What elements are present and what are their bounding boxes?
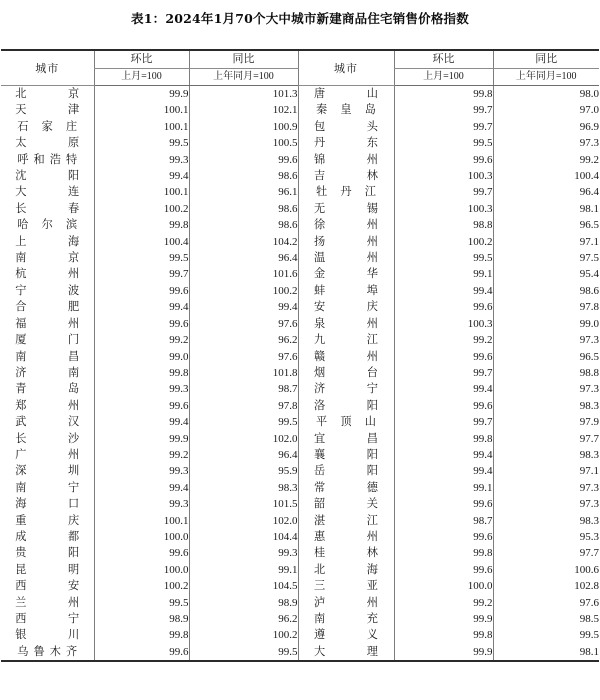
city-name: 银川: [15, 629, 80, 642]
yoy-value: 98.3: [493, 398, 599, 414]
mom-value: 99.6: [94, 283, 189, 299]
city-name: 安庆: [298, 299, 394, 315]
yoy-value: 99.1: [189, 562, 298, 578]
yoy-value: 98.1: [493, 644, 599, 661]
mom-value: 99.9: [394, 644, 493, 661]
mom-value: 99.5: [94, 250, 189, 266]
yoy-value: 104.5: [189, 578, 298, 594]
header-mom-basis-right: 上月=100: [394, 69, 493, 86]
city-name: 杭州: [15, 268, 80, 281]
mom-value: 99.2: [94, 332, 189, 348]
city-name: 广州: [15, 448, 80, 461]
yoy-value: 96.1: [189, 184, 298, 200]
city-name: 南宁: [15, 481, 80, 494]
table-head: [1, 50, 599, 86]
yoy-value: 98.9: [189, 595, 298, 611]
yoy-value: 98.3: [189, 480, 298, 496]
mom-value: 99.9: [94, 431, 189, 447]
table-title: 表1：2024年1月70个大中城市新建商品住宅销售价格指数: [131, 11, 469, 26]
table-row: [1, 414, 599, 430]
city-name: 洛阳: [298, 398, 394, 414]
mom-value: 100.2: [394, 234, 493, 250]
city-name: 无锡: [298, 201, 394, 217]
city-name: 天津: [15, 104, 80, 117]
header-yoy-basis-right: 上年同月=100: [493, 69, 599, 86]
city-name: 桂林: [298, 545, 394, 561]
city-name: 韶关: [298, 496, 394, 512]
city-name: 沈阳: [15, 170, 80, 183]
city-name: 包头: [298, 119, 394, 135]
yoy-value: 104.2: [189, 234, 298, 250]
mom-value: 99.7: [394, 414, 493, 430]
yoy-value: 97.9: [493, 414, 599, 430]
yoy-value: 97.3: [493, 381, 599, 397]
table-row: [1, 611, 599, 627]
mom-value: 99.6: [394, 562, 493, 578]
yoy-value: 96.4: [189, 447, 298, 463]
mom-value: 99.7: [394, 365, 493, 381]
yoy-value: 97.8: [493, 299, 599, 315]
table-body: [1, 86, 599, 662]
yoy-value: 102.0: [189, 431, 298, 447]
city-name: 蚌埠: [298, 283, 394, 299]
mom-value: 99.3: [94, 381, 189, 397]
city-name: 赣州: [298, 349, 394, 365]
city-name: 三亚: [298, 578, 394, 594]
city-name: 金华: [298, 266, 394, 282]
yoy-value: 98.8: [493, 365, 599, 381]
mom-value: 99.6: [394, 349, 493, 365]
yoy-value: 99.5: [493, 627, 599, 643]
mom-value: 99.3: [94, 463, 189, 479]
table-row: [1, 349, 599, 365]
price-index-table: [1, 49, 599, 662]
table-row: [1, 398, 599, 414]
mom-value: 99.2: [394, 595, 493, 611]
yoy-value: 100.6: [493, 562, 599, 578]
yoy-value: 98.6: [189, 217, 298, 233]
table-row: [1, 119, 599, 135]
city-name: 锦州: [298, 152, 394, 168]
city-name: 成都: [15, 530, 80, 543]
yoy-value: 99.5: [189, 414, 298, 430]
city-name: 哈尔滨: [17, 219, 78, 232]
header-mom-right: 环比: [394, 50, 493, 69]
mom-value: 98.8: [394, 217, 493, 233]
yoy-value: 96.9: [493, 119, 599, 135]
yoy-value: 102.8: [493, 578, 599, 594]
mom-value: 99.1: [394, 266, 493, 282]
table-row: [1, 562, 599, 578]
mom-value: 100.2: [94, 201, 189, 217]
table-row: [1, 299, 599, 315]
yoy-value: 97.1: [493, 234, 599, 250]
mom-value: 99.4: [94, 299, 189, 315]
table-row: [1, 595, 599, 611]
table-row: [1, 184, 599, 200]
table-row: [1, 234, 599, 250]
yoy-value: 101.6: [189, 266, 298, 282]
yoy-value: 96.4: [189, 250, 298, 266]
city-name: 济宁: [298, 381, 394, 397]
yoy-value: 97.5: [493, 250, 599, 266]
city-name: 济南: [15, 366, 80, 379]
yoy-value: 97.6: [189, 316, 298, 332]
yoy-value: 97.1: [493, 463, 599, 479]
city-name: 岳阳: [298, 463, 394, 479]
city-name: 宜昌: [298, 431, 394, 447]
city-name: 宁波: [15, 284, 80, 297]
city-name: 贵阳: [15, 547, 80, 560]
city-name: 石家庄: [17, 120, 78, 133]
yoy-value: 96.5: [493, 349, 599, 365]
mom-value: 99.6: [94, 545, 189, 561]
mom-value: 100.0: [94, 562, 189, 578]
yoy-value: 100.2: [189, 283, 298, 299]
city-name: 南京: [15, 252, 80, 265]
mom-value: 99.8: [394, 86, 493, 103]
mom-value: 99.6: [394, 152, 493, 168]
yoy-value: 97.3: [493, 480, 599, 496]
yoy-value: 96.5: [493, 217, 599, 233]
table-row: [1, 283, 599, 299]
mom-value: 100.4: [94, 234, 189, 250]
mom-value: 99.4: [94, 168, 189, 184]
mom-value: 99.5: [394, 250, 493, 266]
mom-value: 100.1: [94, 513, 189, 529]
yoy-value: 100.2: [189, 627, 298, 643]
mom-value: 99.7: [394, 184, 493, 200]
table-row: [1, 250, 599, 266]
mom-value: 100.3: [394, 201, 493, 217]
yoy-value: 99.5: [189, 644, 298, 661]
yoy-value: 95.3: [493, 529, 599, 545]
yoy-value: 98.3: [493, 447, 599, 463]
yoy-value: 99.3: [189, 545, 298, 561]
city-name: 常德: [298, 480, 394, 496]
mom-value: 100.2: [94, 578, 189, 594]
mom-value: 99.2: [94, 447, 189, 463]
mom-value: 100.0: [94, 529, 189, 545]
mom-value: 99.6: [94, 398, 189, 414]
city-name: 乌鲁木齐: [1, 644, 94, 661]
city-name: 泉州: [298, 316, 394, 332]
city-name: 上海: [15, 235, 80, 248]
mom-value: 100.3: [394, 316, 493, 332]
mom-value: 99.2: [394, 332, 493, 348]
yoy-value: 99.2: [493, 152, 599, 168]
city-name: 泸州: [298, 595, 394, 611]
header-yoy-left: 同比: [189, 50, 298, 69]
table-row: [1, 381, 599, 397]
city-name: 南充: [298, 611, 394, 627]
city-name: 大连: [15, 186, 80, 199]
table-row: [1, 135, 599, 151]
table-row: [1, 480, 599, 496]
mom-value: 99.4: [394, 463, 493, 479]
mom-value: 100.1: [94, 119, 189, 135]
table-row: [1, 266, 599, 282]
mom-value: 99.9: [94, 86, 189, 103]
mom-value: 99.4: [394, 283, 493, 299]
yoy-value: 95.9: [189, 463, 298, 479]
mom-value: 99.4: [94, 480, 189, 496]
mom-value: 98.9: [94, 611, 189, 627]
yoy-value: 96.2: [189, 611, 298, 627]
mom-value: 99.7: [394, 102, 493, 118]
mom-value: 99.7: [394, 119, 493, 135]
mom-value: 99.6: [94, 316, 189, 332]
yoy-value: 98.6: [189, 201, 298, 217]
table-row: [1, 316, 599, 332]
city-name: 西宁: [15, 613, 80, 625]
yoy-value: 97.6: [189, 349, 298, 365]
yoy-value: 98.7: [189, 381, 298, 397]
yoy-value: 97.3: [493, 496, 599, 512]
city-name: 昆明: [15, 563, 80, 576]
mom-value: 100.1: [94, 184, 189, 200]
city-name: 九江: [298, 332, 394, 348]
city-name: 重庆: [15, 514, 80, 527]
table-row: [1, 627, 599, 643]
mom-value: 99.8: [94, 365, 189, 381]
mom-value: 98.7: [394, 513, 493, 529]
table-row: [1, 529, 599, 545]
yoy-value: 102.0: [189, 513, 298, 529]
table-row: [1, 644, 599, 661]
city-name: 徐州: [298, 217, 394, 233]
header-row-group: [1, 50, 599, 69]
city-name: 平顶山: [298, 414, 394, 430]
mom-value: 99.0: [94, 349, 189, 365]
table-row: [1, 102, 599, 118]
yoy-value: 99.6: [189, 152, 298, 168]
yoy-value: 101.8: [189, 365, 298, 381]
mom-value: 100.3: [394, 168, 493, 184]
header-mom-basis-left: 上月=100: [94, 69, 189, 86]
yoy-value: 95.4: [493, 266, 599, 282]
mom-value: 99.3: [94, 152, 189, 168]
yoy-value: 96.2: [189, 332, 298, 348]
city-name: 青岛: [15, 383, 80, 396]
city-name: 秦皇岛: [298, 102, 394, 118]
city-name: 烟台: [298, 365, 394, 381]
city-name: 呼和浩特: [17, 153, 78, 166]
mom-value: 99.5: [94, 135, 189, 151]
mom-value: 99.4: [94, 414, 189, 430]
city-name: 深圳: [15, 465, 80, 478]
mom-value: 100.1: [94, 102, 189, 118]
city-name: 长沙: [15, 432, 80, 445]
yoy-value: 101.5: [189, 496, 298, 512]
mom-value: 99.5: [94, 595, 189, 611]
city-name: 大理: [298, 644, 394, 661]
mom-value: 99.6: [394, 496, 493, 512]
yoy-value: 101.3: [189, 86, 298, 103]
table-row: [1, 217, 599, 233]
city-name: 北海: [298, 562, 394, 578]
city-name: 温州: [298, 250, 394, 266]
yoy-value: 100.4: [493, 168, 599, 184]
yoy-value: 102.1: [189, 102, 298, 118]
header-city-left: 城市: [1, 50, 94, 86]
mom-value: 99.3: [94, 496, 189, 512]
table-row: [1, 447, 599, 463]
mom-value: 99.8: [394, 431, 493, 447]
city-name: 吉林: [298, 168, 394, 184]
table-row: [1, 152, 599, 168]
yoy-value: 98.5: [493, 611, 599, 627]
city-name: 丹东: [298, 135, 394, 151]
mom-value: 99.4: [394, 381, 493, 397]
table-row: [1, 365, 599, 381]
city-name: 兰州: [15, 596, 80, 609]
table-row: [1, 545, 599, 561]
city-name: 湛江: [298, 513, 394, 529]
city-name: 遵义: [298, 627, 394, 643]
yoy-value: 97.7: [493, 545, 599, 561]
table-row: [1, 332, 599, 348]
mom-value: 99.6: [394, 299, 493, 315]
header-mom-left: 环比: [94, 50, 189, 69]
city-name: 南昌: [15, 350, 80, 363]
city-name: 合肥: [15, 301, 80, 314]
yoy-value: 98.6: [189, 168, 298, 184]
table-row: [1, 168, 599, 184]
yoy-value: 100.5: [189, 135, 298, 151]
yoy-value: 97.6: [493, 595, 599, 611]
yoy-value: 99.0: [493, 316, 599, 332]
mom-value: 99.4: [394, 447, 493, 463]
city-name: 武汉: [15, 416, 80, 429]
yoy-value: 97.3: [493, 135, 599, 151]
mom-value: 99.1: [394, 480, 493, 496]
city-name: 厦门: [15, 334, 80, 347]
mom-value: 99.6: [94, 644, 189, 661]
yoy-value: 98.3: [493, 513, 599, 529]
table-row: [1, 431, 599, 447]
yoy-value: 104.4: [189, 529, 298, 545]
mom-value: 99.6: [394, 529, 493, 545]
mom-value: 99.9: [394, 611, 493, 627]
table-row: [1, 201, 599, 217]
mom-value: 99.8: [394, 545, 493, 561]
city-name: 太原: [15, 137, 80, 150]
city-name: 海口: [15, 498, 80, 511]
city-name: 牡丹江: [298, 184, 394, 200]
mom-value: 99.5: [394, 135, 493, 151]
mom-value: 99.8: [94, 627, 189, 643]
city-name: 扬州: [298, 234, 394, 250]
mom-value: 99.8: [94, 217, 189, 233]
mom-value: 100.0: [394, 578, 493, 594]
city-name: 福州: [15, 317, 80, 330]
yoy-value: 97.8: [189, 398, 298, 414]
city-name: 西安: [15, 580, 80, 593]
yoy-value: 97.7: [493, 431, 599, 447]
yoy-value: 100.9: [189, 119, 298, 135]
yoy-value: 98.0: [493, 86, 599, 103]
table-row: [1, 86, 599, 103]
yoy-value: 97.0: [493, 102, 599, 118]
city-name: 惠州: [298, 529, 394, 545]
mom-value: 99.6: [394, 398, 493, 414]
city-name: 北京: [15, 88, 80, 100]
mom-value: 99.8: [394, 627, 493, 643]
yoy-value: 97.3: [493, 332, 599, 348]
table-row: [1, 578, 599, 594]
city-name: 长春: [15, 202, 80, 215]
table-row: [1, 496, 599, 512]
city-name: 唐山: [298, 86, 394, 103]
mom-value: 99.7: [94, 266, 189, 282]
city-name: 郑州: [15, 399, 80, 412]
yoy-value: 96.4: [493, 184, 599, 200]
table-row: [1, 513, 599, 529]
header-yoy-basis-left: 上年同月=100: [189, 69, 298, 86]
city-name: 襄阳: [298, 447, 394, 463]
yoy-value: 98.6: [493, 283, 599, 299]
header-city-right: 城市: [298, 50, 394, 86]
yoy-value: 98.1: [493, 201, 599, 217]
yoy-value: 99.4: [189, 299, 298, 315]
table-row: [1, 463, 599, 479]
header-yoy-right: 同比: [493, 50, 599, 69]
